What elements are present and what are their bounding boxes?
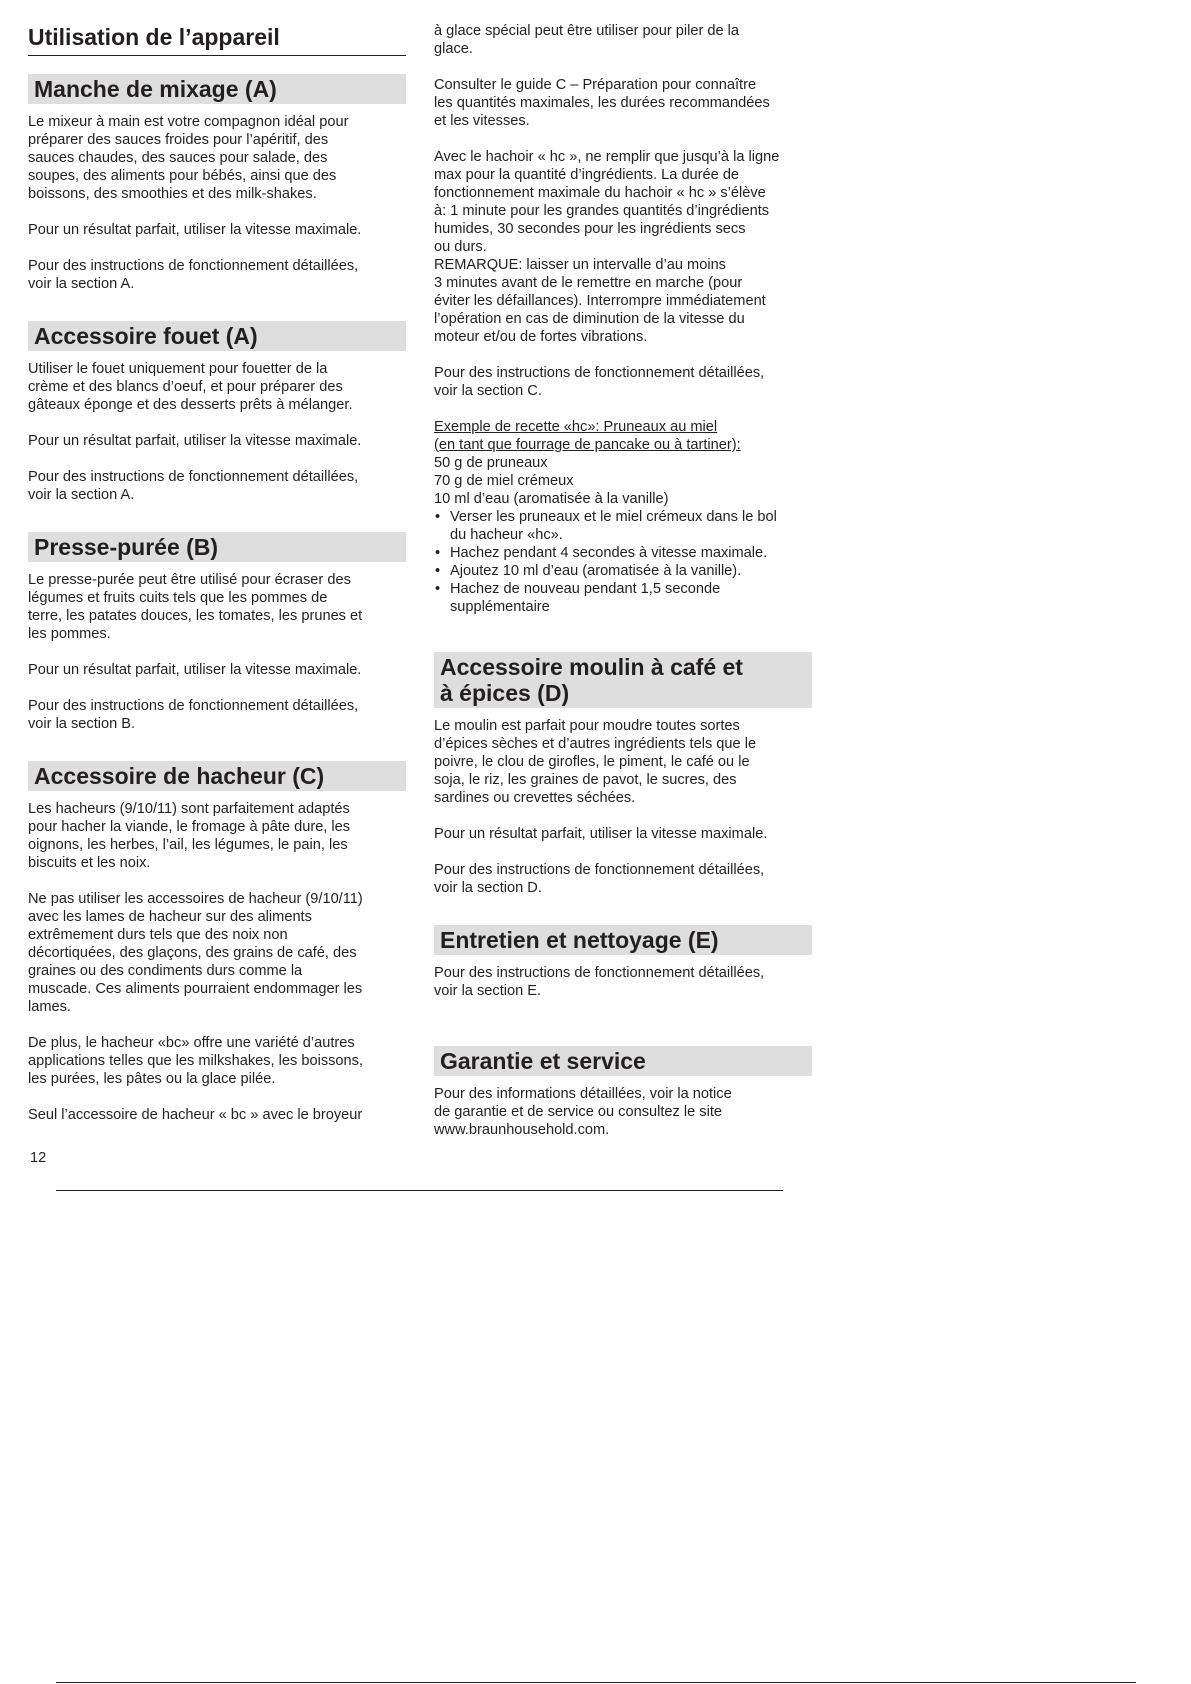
- heading-accessoire-hacheur: Accessoire de hacheur (C): [28, 761, 406, 791]
- paragraph: Avec le hachoir « hc », ne remplir que jusqu’à la ligne max pour la quantité d’ingrédients. La durée de fonctionnement maximale du hachoir « hc » s’élève à: 1 minute pour les grandes quantités d’ingrédients humides, 30 secondes pour les ingrédients secs ou durs. REMARQUE: laisser un intervalle d’au moins 3 minutes avant de le remettre en marche (pour éviter les défaillances). Interrompre immédiatement l’opération en cas de diminution de la vitesse du moteur et/ou de fortes vibrations.: [434, 149, 780, 345]
- recipe-title: Exemple de recette «hc»: Pruneaux au miel (en tant que fourrage de pancake ou à tartiner):: [434, 419, 741, 453]
- heading-garantie-service: Garantie et service: [434, 1046, 812, 1076]
- recipe-steps: [434, 508, 812, 616]
- paragraph: Pour des instructions de fonctionnement détaillées, voir la section B.: [28, 698, 359, 732]
- paragraph: Ne pas utiliser les accessoires de hacheur (9/10/11) avec les lames de hacheur sur des aliments extrêmement durs tels que des noix non décortiquées, des glaçons, des grains de café, des graines ou des condiments durs comme la muscade. Ces aliments pourraient endommager les lames.: [28, 891, 363, 1015]
- page-title: Utilisation de l’appareil: [28, 22, 406, 56]
- paragraph: Pour un résultat parfait, utiliser la vitesse maximale.: [28, 433, 362, 449]
- paragraph: Pour des instructions de fonctionnement détaillées, voir la section E.: [434, 965, 765, 999]
- paragraph: Pour un résultat parfait, utiliser la vitesse maximale.: [28, 662, 362, 678]
- divider: [56, 1682, 1136, 1683]
- paragraph: Pour un résultat parfait, utiliser la vitesse maximale.: [28, 222, 362, 238]
- page-number: 12: [30, 1150, 47, 1166]
- right-column: [434, 22, 812, 1139]
- paragraph: Pour des instructions de fonctionnement détaillées, voir la section C.: [434, 365, 765, 399]
- paragraph: Le presse-purée peut être utilisé pour écraser des légumes et fruits cuits tels que les pommes de terre, les patates douces, les tomates, les prunes et les pommes.: [28, 572, 363, 642]
- recipe-ingredients: 50 g de pruneaux 70 g de miel crémeux 10 ml d’eau (aromatisée à la vanille): [434, 455, 669, 507]
- divider: [56, 1190, 783, 1191]
- paragraph: Pour un résultat parfait, utiliser la vitesse maximale.: [434, 826, 768, 842]
- paragraph: Pour des instructions de fonctionnement détaillées, voir la section A.: [28, 469, 359, 503]
- list-item: • Hachez de nouveau pendant 1,5 seconde supplémentaire: [434, 580, 770, 616]
- heading-accessoire-fouet: Accessoire fouet (A): [28, 321, 406, 351]
- paragraph: Utiliser le fouet uniquement pour fouetter de la crème et des blancs d’oeuf, et pour préparer des gâteaux éponge et des desserts prêts à mélanger.: [28, 361, 353, 413]
- paragraph: Le mixeur à main est votre compagnon idéal pour préparer des sauces froides pour l’apéritif, des sauces chaudes, des sauces pour salade, des soupes, des aliments pour bébés, ainsi que des boissons, des smoothies et des milk-shakes.: [28, 114, 349, 202]
- heading-moulin-cafe: Accessoire moulin à café et à épices (D): [434, 652, 812, 708]
- heading-manche-mixage: Manche de mixage (A): [28, 74, 406, 104]
- list-item: • Verser les pruneaux et le miel crémeux dans le bol du hacheur «hc».: [434, 508, 790, 544]
- list-item: • Hachez pendant 4 secondes à vitesse maximale.: [434, 544, 812, 562]
- left-column: [28, 22, 406, 1124]
- paragraph: Le moulin est parfait pour moudre toutes sortes d’épices sèches et d’autres ingrédients tels que le poivre, le clou de girofles, le piment, le café ou le soja, le riz, les graines de pavot, le sucres, des sardines ou crevettes séchées.: [434, 718, 757, 806]
- paragraph: Les hacheurs (9/10/11) sont parfaitement adaptés pour hacher la viande, le fromage à pâte dure, les oignons, les herbes, l’ail, les légumes, le pain, les biscuits et les noix.: [28, 801, 351, 871]
- paragraph: Consulter le guide C – Préparation pour connaître les quantités maximales, les durées recommandées et les vitesses.: [434, 77, 770, 129]
- paragraph: Pour des instructions de fonctionnement détaillées, voir la section D.: [434, 862, 765, 896]
- heading-entretien-nettoyage: Entretien et nettoyage (E): [434, 925, 812, 955]
- paragraph: De plus, le hacheur «bc» offre une variété d’autres applications telles que les milkshakes, les boissons, les purées, les pâtes ou la glace pilée.: [28, 1035, 364, 1087]
- paragraph: Pour des instructions de fonctionnement détaillées, voir la section A.: [28, 258, 359, 292]
- paragraph: Pour des informations détaillées, voir la notice de garantie et de service ou consultez le site www.braunhousehold.com.: [434, 1086, 732, 1138]
- paragraph: à glace spécial peut être utiliser pour piler de la glace.: [434, 23, 740, 57]
- paragraph: Seul l’accessoire de hacheur « bc » avec le broyeur: [28, 1107, 363, 1123]
- heading-presse-puree: Presse-purée (B): [28, 532, 406, 562]
- list-item: • Ajoutez 10 ml d’eau (aromatisée à la vanille).: [434, 562, 812, 580]
